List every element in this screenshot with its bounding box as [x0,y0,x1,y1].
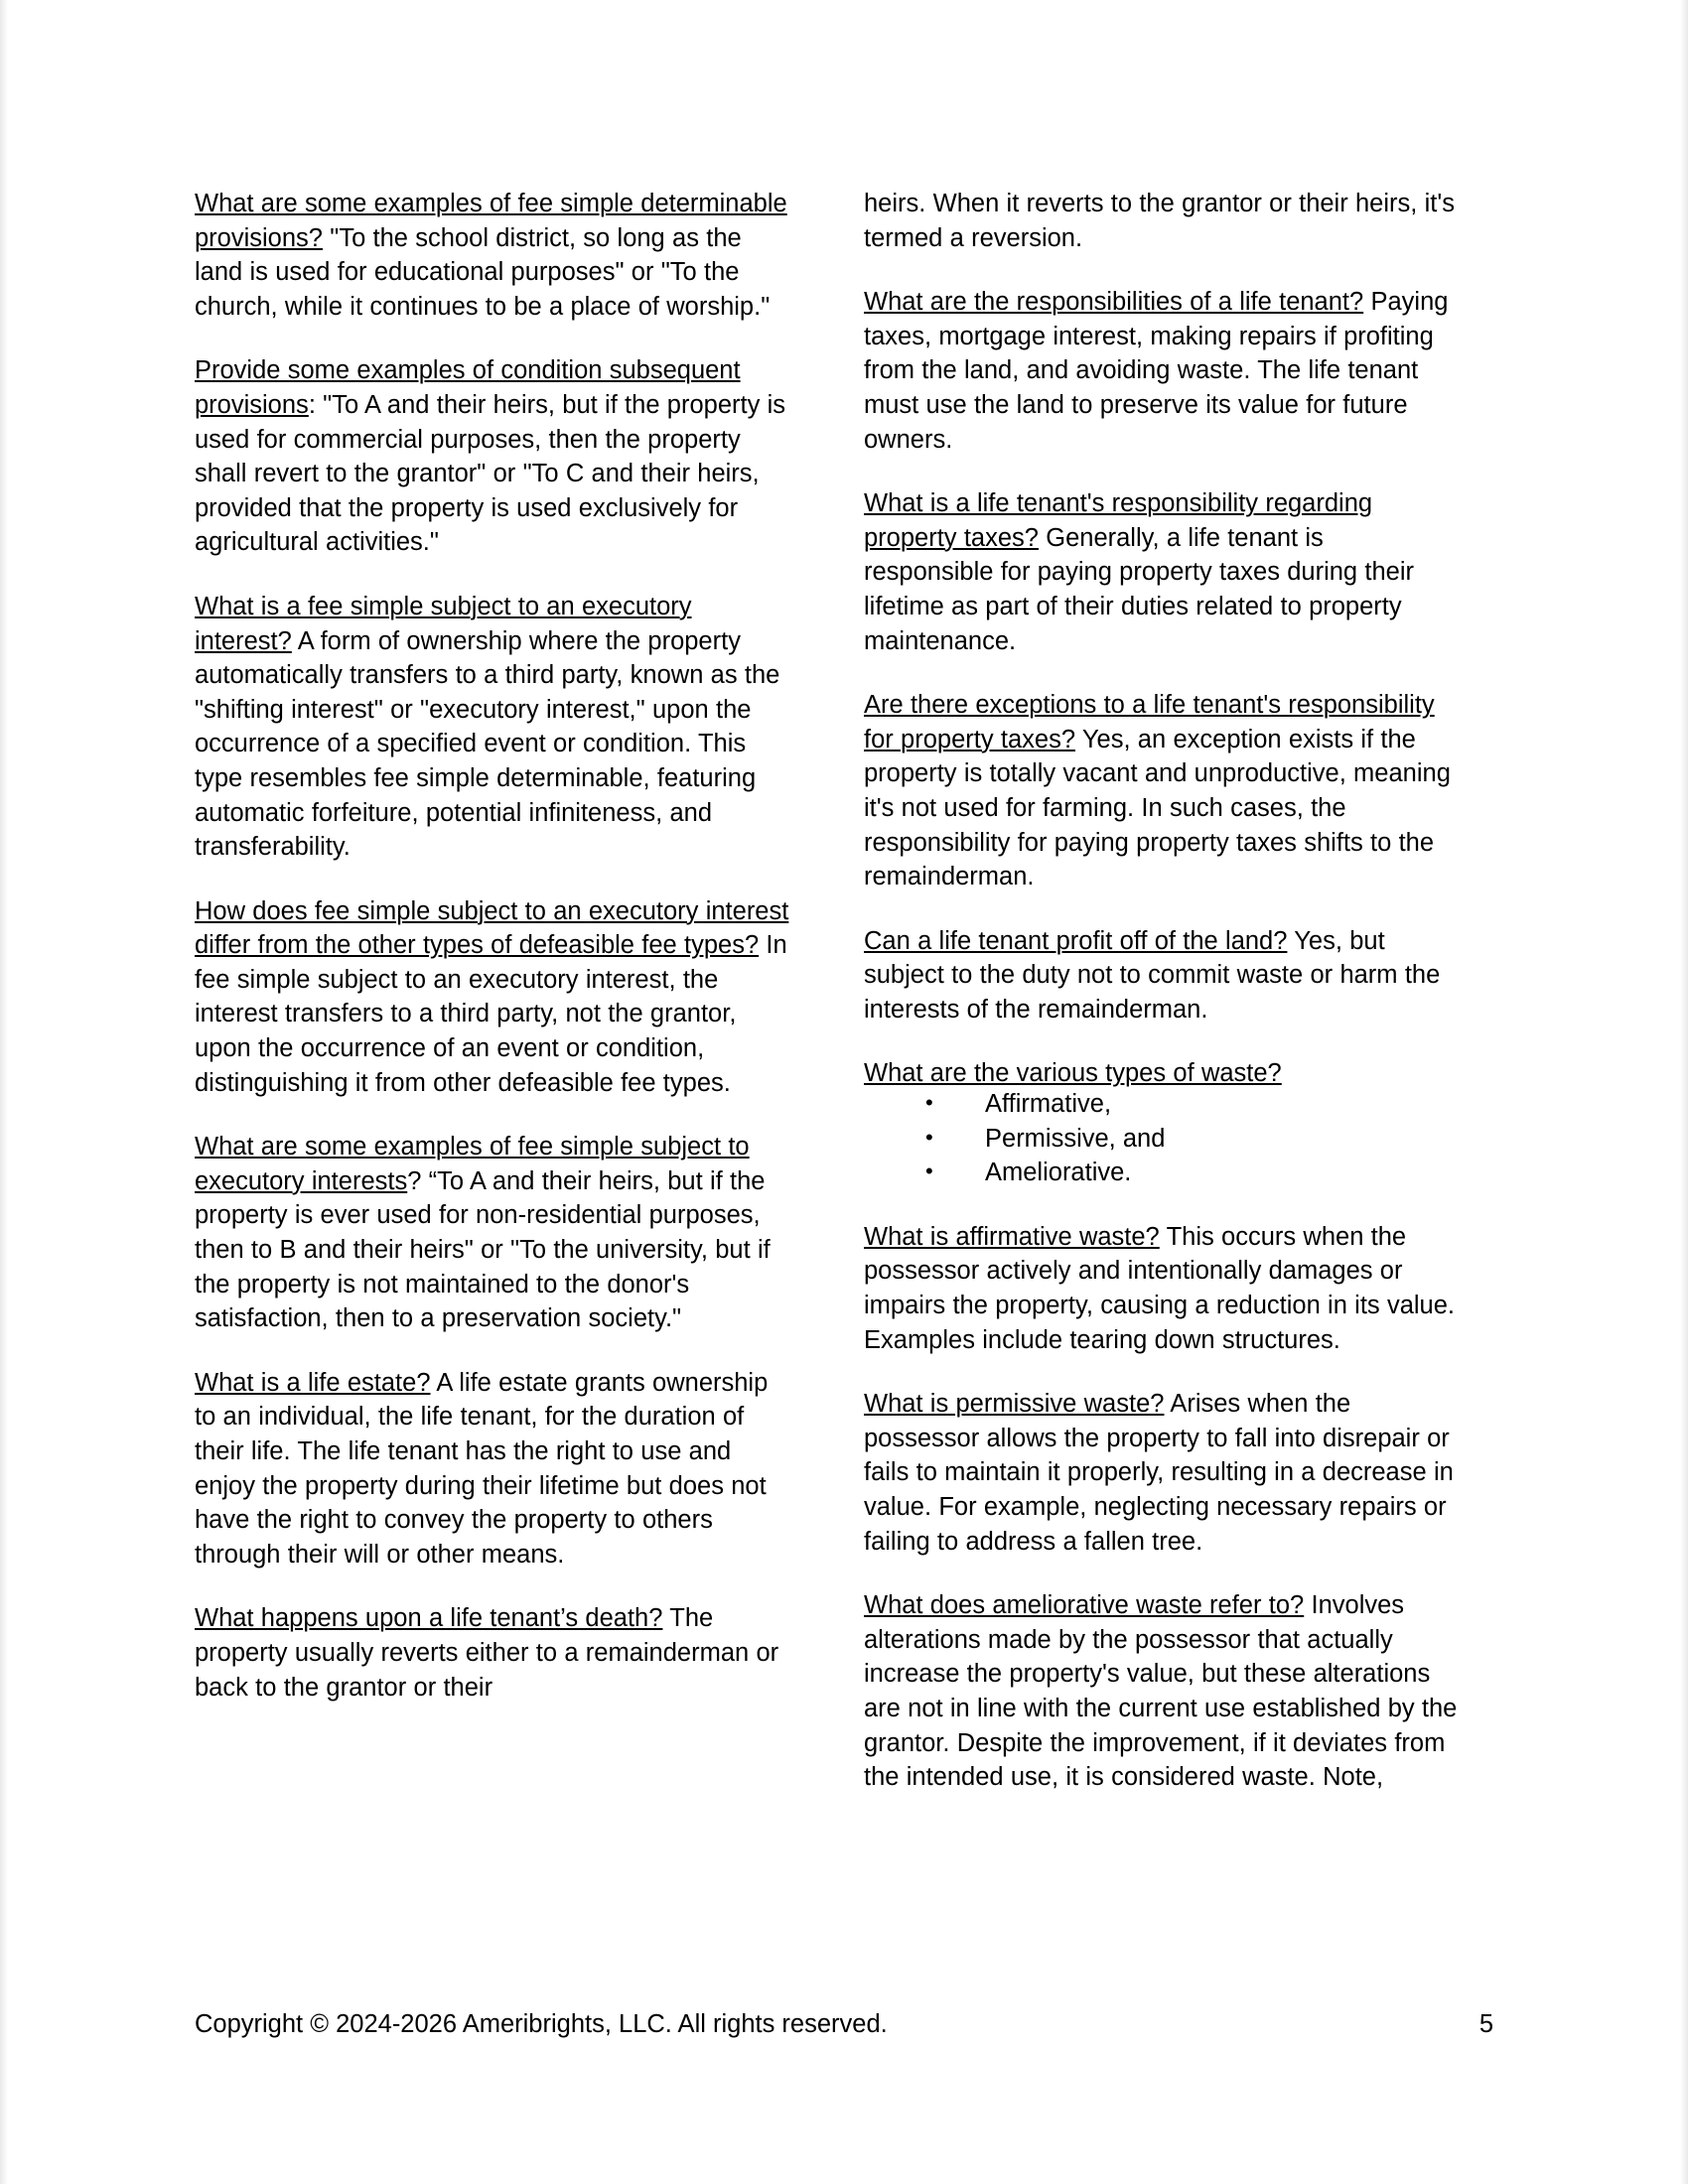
question-text: Are there exceptions to a life tenant's responsibility for property taxes? [864,691,1435,753]
qa-block-life-tenant-responsibilities [864,285,1460,457]
qa-block-executory-interests-examples [195,1130,790,1336]
page-edge-shadow-right [1680,0,1688,2184]
qa-block-life-estate-definition [195,1366,790,1572]
left-column [195,187,790,1705]
question-text: What does ameliorative waste refer to? [864,1591,1305,1620]
page-edge-shadow-left [0,0,8,2184]
page-number: 5 [1478,2010,1493,2038]
question-text: What is a life tenant's responsibility regarding property taxes? [864,489,1373,552]
qa-block-fee-simple-subject-to-executory-interest [195,590,790,865]
question-text: What are the responsibilities of a life tenant? [864,288,1364,317]
answer-text: Paying taxes, mortgage interest, making repairs if profiting from the land, and avoiding waste. The life tenant must use the land to preserve its value for future owners. [864,288,1449,454]
question-text: What is affirmative waste? [864,1222,1160,1251]
answer-text: : "To A and their heirs, but if the property is used for commercial purposes, then the property shall revert to the grantor" or "To C and their heirs, provided that the property is used exclusively for agricultural activities." [195,390,786,557]
answer-text: heirs. When it reverts to the grantor or their heirs, it's termed a reversion. [864,190,1456,252]
list-item: • Ameliorative. [864,1156,1460,1190]
qa-block-reversion-continued [864,187,1460,255]
qa-block-life-tenant-property-taxes [864,486,1460,658]
question-text: What is permissive waste? [864,1390,1165,1419]
question-text: What is a life estate? [195,1368,431,1397]
qa-block-ameliorative-waste [864,1588,1460,1795]
answer-text: Involves alterations made by the possessor that actually increase the property's value, but these alterations are not in line with the current use established by the grantor. Despite the improvement, if it deviates from the intended use, it is considered waste. Note, [864,1591,1458,1792]
answer-text: A form of ownership where the property automatically transfers to a third party, known as the "shifting interest" or "executory interest," upon the occurrence of a specified event or condition. This type resembles fee simple determinable, featuring automatic forfeiture, potential infiniteness, and transferability. [195,626,780,862]
question-text: What happens upon a life tenant’s death? [195,1604,663,1633]
qa-block-life-tenant-death [195,1601,790,1705]
answer-text: ? “To A and their heirs, but if the property is ever used for non-residential purposes, then to B and their heirs" or "To the university, but if the property is not maintained to the donor's satisfaction, then to a preservation society." [195,1166,771,1333]
qa-block-permissive-waste [864,1387,1460,1559]
qa-block-types-of-waste [864,1056,1460,1091]
answer-text: Yes, but subject to the duty not to commit waste or harm the interests of the remainderman. [864,926,1441,1024]
list-item: • Permissive, and [864,1122,1460,1157]
answer-text: This occurs when the possessor actively and intentionally damages or impairs the property, causing a reduction in its value. Examples include tearing down structures. [864,1222,1456,1354]
qa-block-executory-interest-difference [195,894,790,1101]
question-text: What is a fee simple subject to an executory interest? [195,592,692,655]
answer-text: "To the school district, so long as the land is used for educational purposes" or "To the church, while it continues to be a place of worship." [195,223,771,321]
waste-types-list [864,1087,1460,1190]
question-text: What are the various types of waste? [864,1059,1282,1088]
qa-block-life-tenant-profit [864,924,1460,1027]
qa-block-property-tax-exceptions [864,688,1460,894]
answer-text: In fee simple subject to an executory interest, the interest transfers to a third party, not the grantor, upon the occurrence of an event or condition, distinguishing it from other defeasible fee types. [195,931,787,1097]
answer-text: Generally, a life tenant is responsible for paying property taxes during their lifetime as part of their duties related to property maintenance. [864,523,1415,655]
question-text: How does fee simple subject to an executory interest differ from the other types of defeasible fee types? [195,896,789,960]
qa-block-affirmative-waste [864,1220,1460,1357]
answer-text: Yes, an exception exists if the property is totally vacant and unproductive, meaning it's not used for farming. In such cases, the responsibility for paying property taxes shifts to the remainderman. [864,725,1451,891]
question-text: Provide some examples of condition subsequent provisions [195,356,741,419]
answer-text: Arises when the possessor allows the property to fall into disrepair or fails to maintain it properly, resulting in a decrease in value. For example, neglecting necessary repairs or failing to address a fallen tree. [864,1390,1454,1556]
right-column [864,187,1460,1795]
page-footer [195,2007,1495,2041]
answer-text: A life estate grants ownership to an individual, the life tenant, for the duration of their life. The life tenant has the right to use and enjoy the property during their lifetime but does not have the right to convey the property to others through their will or other means. [195,1368,769,1569]
qa-block-condition-subsequent-examples [195,353,790,560]
question-text: What are some examples of fee simple subject to executory interests [195,1133,750,1195]
two-column-body [195,187,1495,1944]
question-text: What are some examples of fee simple determinable provisions? [195,190,787,252]
list-item: • Affirmative, [864,1087,1460,1122]
answer-text: The property usually reverts either to a remainderman or back to the grantor or their [195,1604,779,1702]
qa-block-fee-simple-determinable-examples [195,187,790,324]
question-text: Can a life tenant profit off of the land? [864,926,1288,955]
copyright-notice: Copyright © 2024-2026 Ameribrights, LLC. All rights reserved. [195,2010,888,2038]
